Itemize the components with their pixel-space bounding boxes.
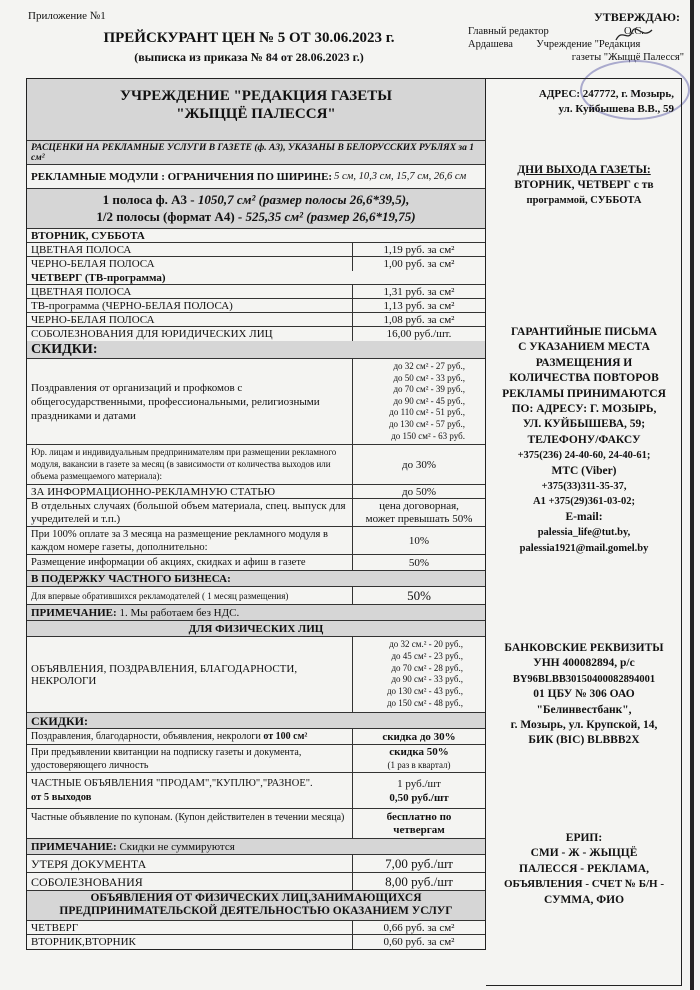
greetings-label: Поздравления от организаций и профкомов с общегосударственными, профессиональными, религиозными праздниками и датами (27, 359, 353, 444)
ads-row (27, 637, 485, 713)
table-row (27, 499, 485, 527)
page-edge-mark (690, 0, 694, 990)
table-row (27, 855, 485, 873)
appendix-label: Приложение №1 (28, 10, 106, 22)
section-individuals: ДЛЯ ФИЗИЧЕСКИХ ЛИЦ (27, 621, 485, 637)
note-text: 1. Мы работаем без НДС. (116, 607, 240, 619)
price-tier: до 90 см² - 45 руб., (393, 395, 465, 406)
price-tier: до 50 см² - 33 руб., (393, 372, 465, 383)
section-thursday: ЧЕТВЕРГ (ТВ-программа) (27, 271, 485, 285)
org-title-line2: "ЖЫЦЦЁ ПАЛЕССЯ" (176, 106, 336, 122)
table-row (27, 773, 485, 809)
section-support: В ПОДЕРЖКУ ЧАСТНОГО БИЗНЕСА: (27, 571, 485, 587)
price-tier: до 110 см² - 51 руб., (389, 407, 465, 418)
greetings-row (27, 359, 485, 445)
price-tier: до 32 см² - 27 руб., (393, 361, 465, 371)
rates-note: РАСЦЕНКИ НА РЕКЛАМНЫЕ УСЛУГИ В ГАЗЕТЕ (ф. А3), УКАЗАНЫ В БЕЛОРУССКИХ РУБЛЯХ за 1 см² (31, 142, 475, 163)
section-tue-sat: ВТОРНИК, СУББОТА (27, 229, 485, 243)
guarantee-letters-block: ГАРАНТИЙНЫЕ ПИСЬМА С УКАЗАНИЕМ МЕСТА РАЗМЕЩЕНИЯ И КОЛИЧЕСТВА ПОВТОРОВ РЕКЛАМЫ ПРИНИМАЮТСЯ ПО: АДРЕСУ: Г. МОЗЫРЬ, УЛ. КУЙБЫШЕВА, 59; ТЕЛЕФОНУ/ФАКСУ +375(236) 24-40-60, 24-40-61; МТС (Viber) +375(33)311-35-37, А1 +375(29)361-03-02; E-mail: palessia_life@tut.by, palessia1921@mail.gomel.by (486, 325, 682, 556)
approval-heading: УТВЕРЖДАЮ: (593, 10, 680, 24)
row-label: СОБОЛЕЗНОВАНИЯ (27, 873, 353, 890)
price-table (26, 78, 486, 950)
row-value: скидка 50% (1 раз в квартал) (387, 746, 451, 770)
section-discounts-2: СКИДКИ: (27, 713, 485, 729)
row-value: 10% (408, 534, 430, 547)
thursday-rows (27, 285, 485, 341)
approval-initials: О.С. (624, 26, 644, 37)
row-price: 16,00 руб./шт. (386, 328, 452, 340)
modules-label: РЕКЛАМНЫЕ МОДУЛИ : ОГРАНИЧЕНИЯ ПО ШИРИНЕ: (31, 170, 333, 183)
approval-org-name: газеты "Жыццё Палесся" (571, 52, 684, 63)
price-list-sheet (24, 8, 684, 986)
section-discounts: СКИДКИ: (27, 341, 485, 359)
ads-label: ОБЪЯВЛЕНИЯ, ПОЗДРАВЛЕНИЯ, БЛАГОДАРНОСТИ, НЕКРОЛОГИ (27, 637, 353, 712)
table-row (27, 555, 485, 571)
row-price: 1,31 руб. за см² (383, 286, 455, 298)
price-tier: до 70 см² - 28 руб., (391, 662, 463, 673)
signature-image (614, 26, 654, 44)
row-label: ЗА ИНФОРМАЦИОННО-РЕКЛАМНУЮ СТАТЬЮ (27, 485, 353, 498)
row-label: ЦВЕТНАЯ ПОЛОСА (27, 243, 353, 256)
price-tier: до 130 см² - 57 руб., (388, 418, 465, 429)
table-row (27, 527, 485, 555)
price-tier: до 45 см² - 23 руб., (391, 650, 463, 661)
table-row (27, 873, 485, 891)
table-row: Поздравления, благодарности, объявления, некрологи от 100 см² скидка до 30% (27, 729, 485, 745)
note-label: ПРИМЕЧАНИЕ: (31, 607, 117, 619)
price-tier: до 70 см² - 39 руб., (393, 384, 465, 395)
table-row (27, 921, 485, 935)
price-tier: до 130 см² - 43 руб., (386, 686, 463, 697)
table-row (27, 299, 485, 313)
table-row (27, 257, 485, 271)
org-title-row (27, 79, 485, 141)
address-block: АДРЕС: 247772, г. Мозырь, ул. Куйбышева В.В., 59 (538, 88, 674, 115)
row-value: 0,66 руб. за см² (383, 922, 455, 934)
business-line2: ПРЕДПРИНИМАТЕЛЬСКОЙ ДЕЯТЕЛЬНОСТЬЮ ОКАЗАНИЕМ УСЛУГ (59, 905, 453, 917)
erip-block: ЕРИП: СМИ - Ж - ЖЫЦЦЁ ПАЛЕССЯ - РЕКЛАМА, ОБЪЯВЛЕНИЯ - СЧЕТ № Б/Н - СУММА, ФИО (503, 832, 665, 906)
row-label: ЧЕРНО-БЕЛАЯ ПОЛОСА (27, 313, 353, 326)
page-subtitle: (выписка из приказа № 84 от 28.06.2023 г.) (134, 50, 364, 64)
row-value: до 50% (401, 486, 436, 498)
approval-surname: Ардашева (468, 39, 513, 50)
modules-widths: 5 см, 10,3 см, 15,7 см, 26,6 см (334, 171, 467, 182)
price-tier: до 90 см² - 33 руб., (391, 674, 463, 685)
approval-role: Главный редактор (468, 26, 549, 37)
row-label: ТВ-программа (ЧЕРНО-БЕЛАЯ ПОЛОСА) (27, 299, 353, 312)
strip-full-label: 1 полоса ф. А3 - (102, 192, 198, 207)
row-label: ЦВЕТНАЯ ПОЛОСА (27, 285, 353, 298)
row-label: При предъявлении квитанции на подписку газеты и документа, удостоверяющего личность (27, 745, 353, 772)
row-value: до 30% (401, 458, 436, 471)
row-value: бесплатно по четвергам (386, 811, 452, 836)
table-row (27, 587, 485, 605)
row-label: В отдельных случаях (большой объем материала, спец. выпуск для учредителей и т.п.) (27, 499, 353, 526)
bank-details-block: БАНКОВСКИЕ РЕКВИЗИТЫ УНН 400082894, р/с BY96BLBB30150400082894001 01 ЦБУ № 306 ОАО "Белинвестбанк", г. Мозырь, ул. Крупской, 14, БИК (BIC) BLBBB2X (504, 642, 664, 747)
greetings-prices (353, 359, 485, 444)
row-value: 50% (408, 557, 430, 569)
row-value: 8,00 руб./шт (385, 874, 453, 889)
email-link[interactable]: palessia_life@tut.by, (537, 527, 631, 539)
table-row (27, 243, 485, 257)
table-row (27, 313, 485, 327)
strip-half-label: 1/2 полосы (формат А4) - (96, 209, 246, 224)
tue-sat-rows (27, 243, 485, 271)
row-label: Юр. лицам и индивидуальным предпринимателям при размещении рекламного модуля, вакансии в газете за месяц (в зависимости от количества выходов или объема размещаемого материала): (27, 445, 353, 484)
row-value: 1 руб./шт 0,50 руб./шт (389, 778, 449, 804)
table-row (27, 809, 485, 839)
row-value: 0,60 руб. за см² (383, 936, 455, 948)
row-price: 1,19 руб. за см² (383, 244, 455, 256)
price-tier: до 150 см² - 63 руб. (391, 430, 465, 441)
row-price: 1,13 руб. за см² (383, 300, 455, 312)
row-price: 1,00 руб. за см² (383, 258, 455, 270)
row-label: ВТОРНИК,ВТОРНИК (27, 935, 353, 949)
strip-half-size: 525,35 см² (размер 26,6*19,75) (245, 209, 416, 224)
ads-prices (353, 637, 485, 712)
price-tier: до 32 см.² - 20 руб., (389, 639, 463, 649)
note-row-2 (27, 839, 485, 855)
table-row (27, 485, 485, 499)
row-label: ЧЕРНО-БЕЛАЯ ПОЛОСА (27, 257, 353, 271)
note-row (27, 605, 485, 621)
row-label: Поздравления, благодарности, объявления, некрологи (31, 731, 264, 742)
note-text: Скидки не суммируются (116, 841, 235, 853)
row-value: скидка до 30% (382, 731, 456, 743)
approval-org: Учреждение "Редакция (536, 39, 641, 50)
table-row (27, 327, 485, 341)
row-label: ЧЕТВЕРГ (27, 921, 353, 934)
row-value: 50% (407, 588, 431, 603)
row-label: СОБОЛЕЗНОВАНИЯ ДЛЯ ЮРИДИЧЕСКИХ ЛИЦ (27, 327, 353, 341)
table-row (27, 285, 485, 299)
contact-column (486, 78, 682, 986)
business-line1: ОБЪЯВЛЕНИЯ ОТ ФИЗИЧЕСКИХ ЛИЦ,ЗАНИМАЮЩИХСЯ (90, 892, 422, 904)
table-row (27, 745, 485, 773)
row-label: Размещение информации об акциях, скидках и афиш в газете (27, 555, 353, 570)
row-value: цена договорная, может превышать 50% (365, 500, 473, 525)
row-label: Частные объявление по купонам. (Купон действителен в течении месяца) (27, 809, 353, 838)
table-row (27, 445, 485, 485)
org-title-line1: УЧРЕЖДЕНИЕ "РЕДАКЦИЯ ГАЗЕТЫ (120, 88, 392, 104)
modules-row (27, 165, 485, 189)
section-business (27, 891, 485, 921)
rates-note-row (27, 141, 485, 165)
strip-full-size: 1050,7 см² (размер полосы 26,6*39,5), (197, 192, 410, 207)
email-link[interactable]: palessia1921@mail.gomel.by (519, 542, 649, 554)
price-tier: до 150 см² - 48 руб., (386, 697, 463, 708)
strip-size-row (27, 189, 485, 229)
row-label: ЧАСТНЫЕ ОБЪЯВЛЕНИЯ "ПРОДАМ","КУПЛЮ","РАЗНОЕ". от 5 выходов (27, 773, 353, 808)
row-value: 7,00 руб./шт (385, 856, 453, 871)
row-price: 1,08 руб. за см² (383, 314, 455, 326)
issue-days-block: ДНИ ВЫХОДА ГАЗЕТЫ: ВТОРНИК, ЧЕТВЕРГ с тв программой, СУББОТА (514, 164, 654, 206)
row-label: Для впервые обратившихся рекламодателей ( 1 месяц размещения) (27, 587, 353, 604)
note-label: ПРИМЕЧАНИЕ: (31, 841, 117, 853)
row-label: При 100% оплате за 3 месяца на размещение рекламного модуля в каждом номере газеты, дополнительно: (27, 527, 353, 554)
row-label: УТЕРЯ ДОКУМЕНТА (27, 855, 353, 872)
page-title: ПРЕЙСКУРАНТ ЦЕН № 5 ОТ 30.06.2023 г. (103, 30, 395, 46)
table-row (27, 935, 485, 949)
